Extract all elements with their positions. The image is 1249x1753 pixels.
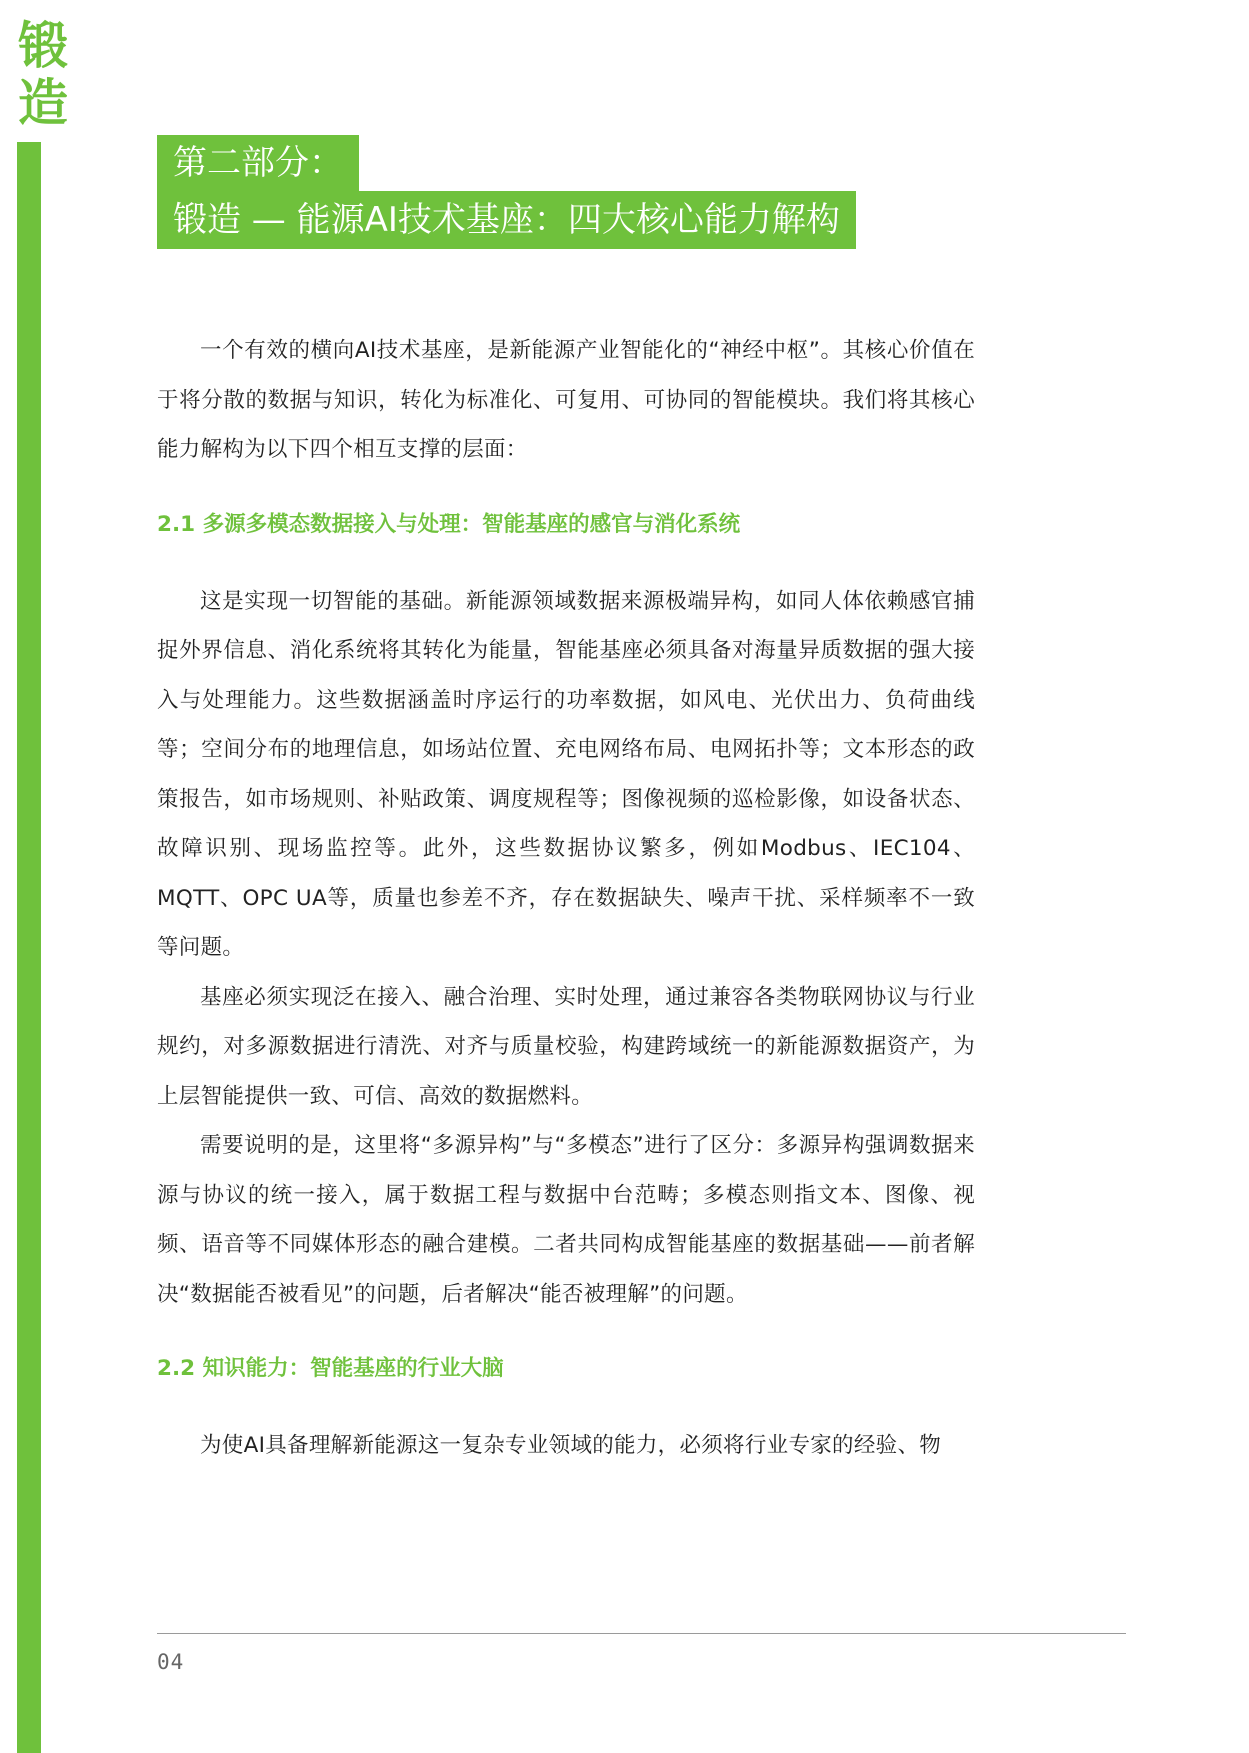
chapter-part-label: 第二部分： xyxy=(157,135,359,191)
section-2-2-paragraph-1: 为使AI具备理解新能源这一复杂专业领域的能力，必须将行业专家的经验、物 xyxy=(200,1433,942,1458)
section-2-1-paragraph-3: 需要说明的是，这里将“多源异构”与“多模态”进行了区分：多源异构强调数据来源与协议的统一接入，属于数据工程与数据中台范畴；多模态则指文本、图像、视频、语音等不同媒体形态的融合建模。二者共同构成智能基座的数据基础——前者解决“数据能否被看见”的问题，后者解决“能否被理解”的问题。 xyxy=(157,1133,975,1307)
document-body xyxy=(157,326,975,1471)
section-2-1-paragraph-1: 这是实现一切智能的基础。新能源领域数据来源极端异构，如同人体依赖感官捕捉外界信息、消化系统将其转化为能量，智能基座必须具备对海量异质数据的强大接入与处理能力。这些数据涵盖时序运行的功率数据，如风电、光伏出力、负荷曲线等；空间分布的地理信息，如场站位置、充电网络布局、电网拓扑等；文本形态的政策报告，如市场规则、补贴政策、调度规程等；图像视频的巡检影像，如设备状态、故障识别、现场监控等。此外，这些数据协议繁多，例如Modbus、IEC104、MQTT、OPC UA等，质量也参差不齐，存在数据缺失、噪声干扰、采样频率不一致等问题。 xyxy=(157,588,975,960)
section-heading-2-2: 2.2 知识能力：智能基座的行业大脑 xyxy=(157,1356,504,1381)
chapter-title: 锻造 — 能源AI技术基座：四大核心能力解构 xyxy=(157,191,856,249)
section-2-1-paragraph-2: 基座必须实现泛在接入、融合治理、实时处理，通过兼容各类物联网协议与行业规约，对多源数据进行清洗、对齐与质量校验，构建跨域统一的新能源数据资产，为上层智能提供一致、可信、高效的数据燃料。 xyxy=(157,984,975,1109)
sidebar-accent-bar xyxy=(17,142,41,1753)
sidebar-title-char-2: 造 xyxy=(18,74,68,132)
section-heading-2-1: 2.1 多源多模态数据接入与处理：智能基座的感官与消化系统 xyxy=(157,511,741,537)
sidebar-title xyxy=(14,18,72,132)
sidebar-title-char-1: 锻 xyxy=(18,17,68,75)
page-number: 04 xyxy=(157,1650,185,1674)
intro-paragraph: 一个有效的横向AI技术基座，是新能源产业智能化的“神经中枢”。其核心价值在于将分散的数据与知识，转化为标准化、可复用、可协同的智能模块。我们将其核心能力解构为以下四个相互支撑的层面： xyxy=(157,338,975,462)
footer-divider xyxy=(157,1633,1126,1634)
chapter-title-block xyxy=(157,135,856,249)
